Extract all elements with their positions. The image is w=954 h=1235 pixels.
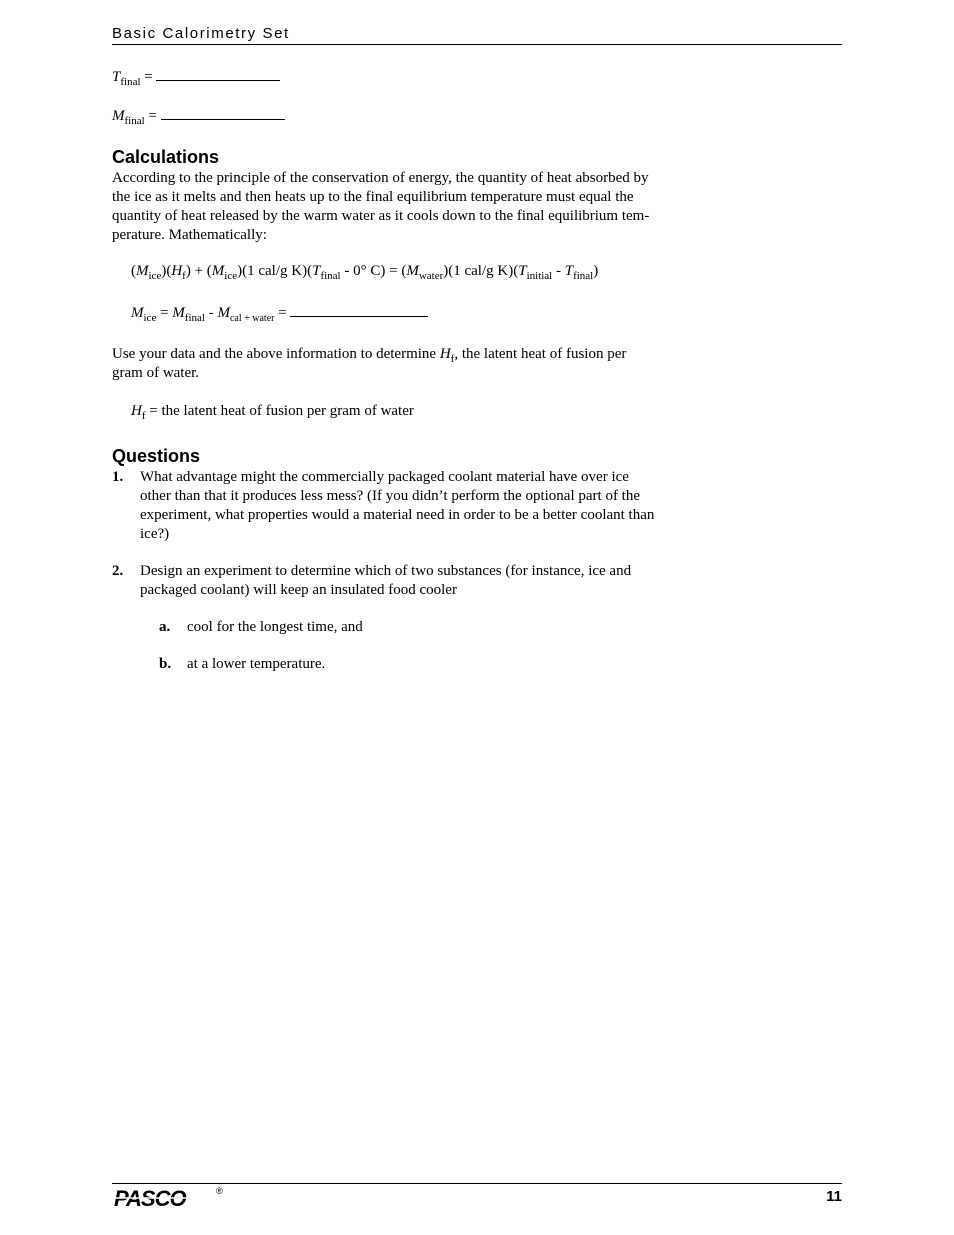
header-title: Basic Calorimetry Set: [112, 25, 290, 42]
ice-mass-equation: $M_{ice} = M_{final} - M_{cal + water}$ =: [131, 304, 428, 324]
answer-blank[interactable]: [290, 305, 428, 317]
hf-definition: $H_f$ = the latent heat of fusion per gram of water: [131, 403, 414, 422]
t-final-line: $T_{final}$ =: [112, 68, 280, 88]
question-number: 2.: [112, 563, 124, 579]
calculations-heading: Calculations: [112, 147, 220, 167]
header-rule: [112, 44, 842, 45]
page-number: 11: [826, 1188, 842, 1205]
answer-blank[interactable]: [161, 108, 285, 120]
use-data-line: gram of water.: [112, 365, 200, 381]
m-final-line: $M_{final}$ =: [112, 107, 285, 127]
logo-text: PASCO: [114, 1187, 186, 1209]
answer-blank[interactable]: [156, 69, 280, 81]
footer-rule: [112, 1183, 842, 1184]
calc-intro-line: According to the principle of the conservation of energy, the quantity of heat absorbed by: [112, 170, 649, 186]
calc-intro-line: perature. Mathematically:: [112, 227, 267, 243]
calc-intro-line: quantity of heat released by the warm water as it cools down to the final equilibrium tem-: [112, 208, 650, 224]
registered-mark: ®: [216, 1186, 223, 1196]
questions-heading: Questions: [112, 446, 201, 466]
use-data-line: Use your data and the above information to determine $H_f$, the latent heat of fusion per: [112, 346, 627, 365]
page-header: [112, 25, 842, 43]
pasco-logo: [112, 1187, 212, 1209]
question-number: 1.: [112, 469, 124, 485]
calc-intro-line: the ice as it melts and then heats up to the final equilibrium temperature must equal the: [112, 189, 634, 205]
heat-balance-equation: $(M_{ice})(H_f) + (M_{ice})(1$ cal/g $K)(T_{final} - 0^\circ$ $C) = (M_{water})(1$ cal/g $K)(T_{initial} - T_{final})$: [131, 263, 599, 282]
